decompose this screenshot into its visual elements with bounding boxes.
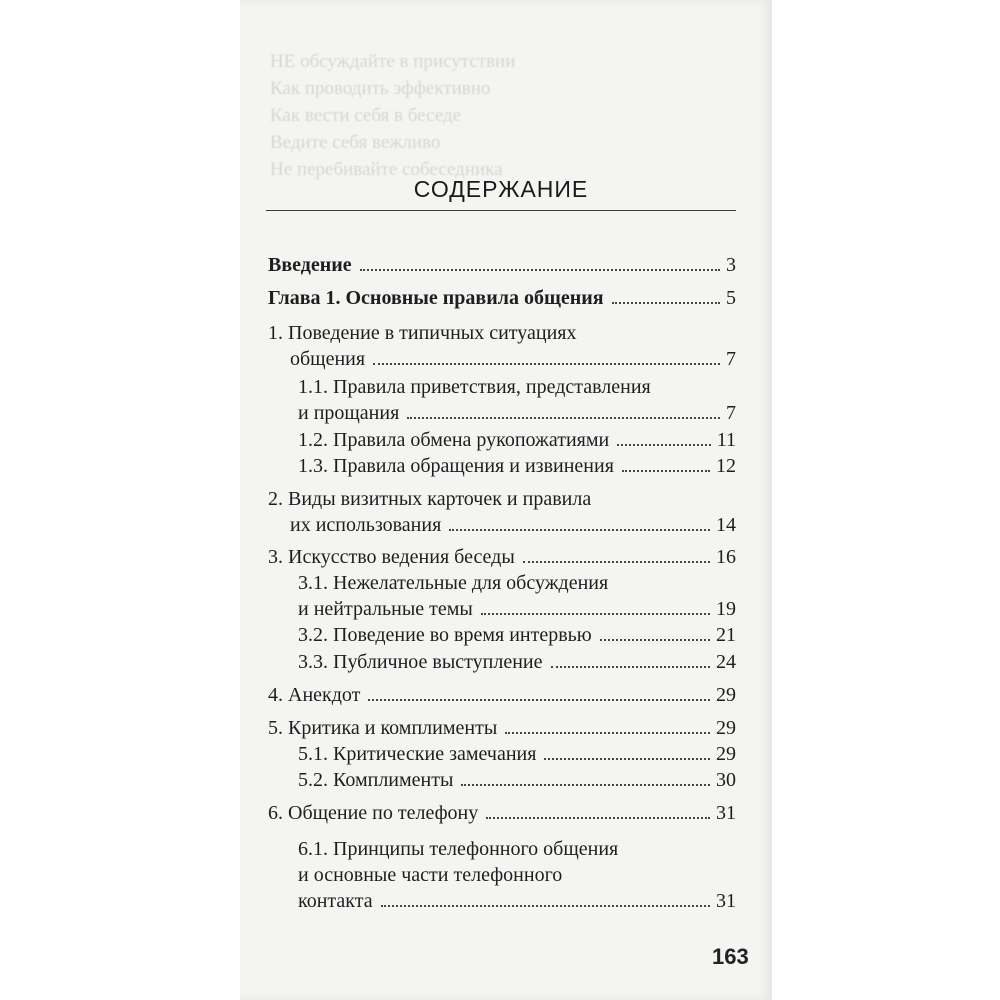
toc-entry[interactable] (298, 570, 736, 622)
entry-page: 31 (716, 802, 736, 824)
toc-entry[interactable] (298, 836, 736, 914)
entry-title: 6.1. Принципы телефонного общения (298, 838, 619, 860)
ghost-line: Не перебивайте собеседника (270, 159, 503, 180)
entry-title-cont: общения (290, 348, 366, 370)
toc-entry[interactable] (298, 767, 736, 793)
entry-title-cont: их использования (290, 514, 442, 536)
entry-page: 29 (716, 743, 736, 765)
entry-title: Введение (268, 254, 352, 276)
entry-title: 1.3. Правила обращения и извинения (298, 455, 614, 477)
entry-page: 16 (716, 546, 736, 568)
entry-title-cont: контакта (298, 890, 373, 912)
toc-entry[interactable] (298, 649, 736, 675)
entry-title: 4. Анекдот (268, 684, 361, 706)
toc-entry[interactable] (268, 252, 736, 278)
entry-page: 12 (716, 455, 736, 477)
ghost-line: Как вести себя в беседе (270, 105, 462, 126)
toc-entry[interactable] (298, 622, 736, 648)
entry-page: 7 (726, 402, 736, 424)
entry-page: 29 (716, 684, 736, 706)
entry-title: 6. Общение по телефону (268, 802, 479, 824)
ghost-line: НЕ обсуждайте в присутствии (270, 51, 516, 72)
entry-title-cont: и основные части телефонного (298, 864, 563, 886)
entry-title: 1. Поведение в типичных ситуациях (268, 322, 577, 344)
toc-entry[interactable] (268, 800, 736, 826)
toc-entry[interactable] (268, 320, 736, 372)
entry-title: 3. Искусство ведения беседы (268, 546, 515, 568)
ghost-line: Ведите себя вежливо (270, 132, 441, 153)
entry-page: 21 (716, 624, 736, 646)
entry-page: 31 (716, 890, 736, 912)
toc-entry[interactable] (298, 374, 736, 426)
entry-title: 2. Виды визитных карточек и правила (268, 488, 592, 510)
toc-entry[interactable] (298, 741, 736, 767)
ghost-line: Как проводить эффективно (270, 78, 491, 99)
toc-entry[interactable] (268, 682, 736, 708)
entry-title: 3.1. Нежелательные для обсуждения (298, 572, 609, 594)
page-title: СОДЕРЖАНИЕ (413, 176, 589, 202)
entry-page: 19 (716, 598, 736, 620)
toc-entry[interactable] (268, 715, 736, 741)
entry-title-cont: и прощания (298, 402, 400, 424)
toc-entry[interactable] (268, 285, 736, 311)
entry-page: 14 (716, 514, 736, 536)
entry-page: 11 (716, 429, 736, 451)
entry-page: 7 (726, 348, 736, 370)
entry-title-cont: и нейтральные темы (298, 598, 473, 620)
entry-title: 1.1. Правила приветствия, представления (298, 376, 651, 398)
entry-title: 5.2. Комплименты (298, 769, 454, 791)
entry-page: 30 (716, 769, 736, 791)
toc-entry[interactable] (298, 453, 736, 479)
entry-page: 24 (716, 651, 736, 673)
entry-title: 5. Критика и комплименты (268, 717, 498, 739)
toc-entry[interactable] (268, 486, 736, 538)
entry-title: 1.2. Правила обмена рукопожатиями (298, 429, 610, 451)
entry-title: 3.3. Публичное выступление (298, 651, 543, 673)
title-underline (266, 210, 736, 211)
entry-page: 5 (726, 287, 736, 309)
entry-title: Глава 1. Основные правила общения (268, 287, 604, 309)
toc-entry[interactable] (268, 544, 736, 570)
entry-title: 5.1. Критические замечания (298, 743, 537, 765)
entry-page: 29 (716, 717, 736, 739)
toc-entry[interactable] (298, 427, 736, 453)
entry-page: 3 (726, 254, 736, 276)
entry-title: 3.2. Поведение во время интервью (298, 624, 592, 646)
page-number: 163 (712, 944, 749, 969)
bleed-through-text (270, 48, 760, 183)
